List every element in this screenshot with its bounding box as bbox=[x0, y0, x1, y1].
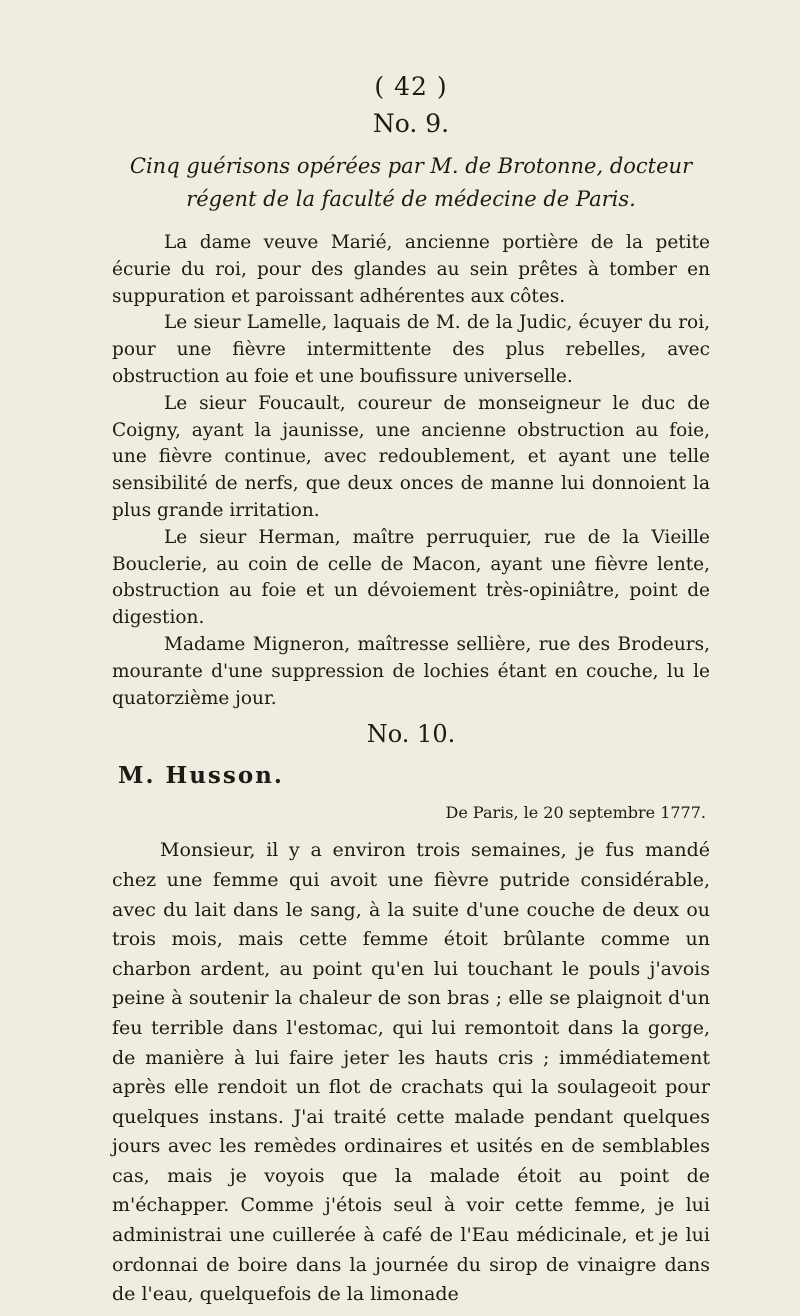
paragraph: Le sieur Herman, maître perruquier, rue de la Vieille Bouclerie, au coin de celle de Macon, ayant une fièvre lente, obstruction au foie et un dévoiement très-opiniâtre, point de digestion. bbox=[112, 526, 710, 629]
page-number: ( 42 ) bbox=[374, 72, 448, 101]
author-name: M. Husson. bbox=[118, 762, 284, 790]
paragraph: Madame Migneron, maîtresse sellière, rue des Brodeurs, mourante d'une suppression de lochies étant en couche, lu le quatorzième jour. bbox=[112, 633, 710, 709]
paragraph: La dame veuve Marié, ancienne portière de la petite écurie du roi, pour des glandes au sein prêtes à tomber en suppuration et paroissant adhérentes aux côtes. bbox=[112, 232, 710, 307]
paragraph: Le sieur Foucault, coureur de monseigneur le duc de Coigny, ayant la jaunisse, une ancienne obstruction au foie, une fièvre continue, avec redoublement, et ayant une telle sensibilité de nerfs, que deux onces de manne lui donnoient la plus grande irritation. bbox=[112, 392, 710, 521]
section-number: No. 10. bbox=[366, 720, 456, 749]
paragraph: Le sieur Lamelle, laquais de M. de la Judic, écuyer du roi, pour une fièvre intermittente des plus rebelles, avec obstruction au foie et une boufissure universelle. bbox=[112, 312, 710, 387]
section-heading: Cinq guérisons opérées par M. de Brotonne, docteur régent de la faculté de médecine de Paris. bbox=[129, 154, 693, 211]
letter-paragraph: Monsieur, il y a environ trois semaines, je fus mandé chez une femme qui avoit une fièvre putride considérable, avec du lait dans le sang, à la suite d'une couche de deux ou trois mois, mais cette femme étoit brûlante comme un charbon ardent, au point qu'en lui touchant le pouls j'avois peine à soutenir la chaleur de son bras ; elle se plaignoit d'un feu terrible dans l'estomac, qui lui remontoit dans la gorge, de manière à lui faire jeter les hauts cris ; immédiatement après elle rendoit un flot de crachats qui la soulageoit pour quelques instans. J'ai traité cette malade pendant quelques jours avec les remèdes ordinaires et usités en de semblables cas, mais je voyois que la malade étoit au point de m'échapper. Comme j'étois seul à voir cette femme, je lui administrai une cuillerée à café de l'Eau médicinale, et je lui ordonnai de boire dans la journée du sirop de vinaigre dans de l'eau, quelquefois de la limonade bbox=[112, 839, 710, 1306]
dateline: De Paris, le 20 septembre 1777. bbox=[445, 803, 706, 823]
section-number: No. 9. bbox=[372, 109, 450, 138]
